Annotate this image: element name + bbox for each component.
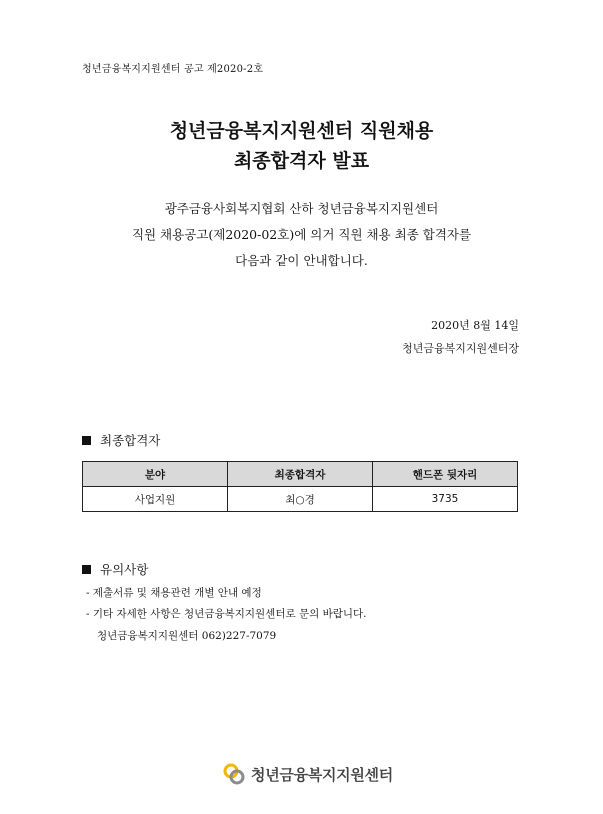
page-subtitle: 최종합격자 발표 xyxy=(233,150,370,172)
note-item: - 기타 자세한 사항은 청년금융복지지원센터로 문의 바랍니다. xyxy=(86,608,367,620)
cell-name: 최○경 xyxy=(228,487,373,512)
page-title: 청년금융복지지원센터 직원채용 xyxy=(169,120,434,142)
organization-logo-icon xyxy=(223,763,245,785)
cell-field: 사업지원 xyxy=(83,487,228,512)
notes-section-heading xyxy=(82,560,148,578)
notes-heading-text: 유의사항 xyxy=(100,562,149,577)
cell-phone-suffix: 3735 xyxy=(373,487,518,512)
square-bullet-icon xyxy=(82,436,91,445)
results-table xyxy=(82,461,518,512)
intro-line-3: 다음과 같이 안내합니다. xyxy=(235,253,368,268)
table-row xyxy=(83,487,518,512)
table-header-row xyxy=(83,462,518,487)
note-item: - 제출서류 및 채용관련 개별 안내 예정 xyxy=(86,587,262,599)
logo-text: 청년금융복지지원센터 xyxy=(251,765,393,784)
footer-logo xyxy=(223,763,393,785)
issuer-name: 청년금융복지지원센터장 xyxy=(402,342,519,355)
issue-date: 2020년 8월 14일 xyxy=(431,319,519,332)
results-heading-text: 최종합격자 xyxy=(100,433,161,448)
contact-info: 청년금융복지지원센터 062)227-7079 xyxy=(97,630,277,642)
notice-number: 청년금융복지지원센터 공고 제2020-2호 xyxy=(82,64,264,75)
intro-line-1: 광주금융사회복지협회 산하 청년금융복지지원센터 xyxy=(164,201,439,216)
results-section-heading xyxy=(82,431,160,449)
column-header-phone: 핸드폰 뒷자리 xyxy=(373,462,518,487)
intro-line-2: 직원 채용공고(제2020-02호)에 의거 직원 채용 최종 합격자를 xyxy=(131,227,472,242)
square-bullet-icon xyxy=(82,565,91,574)
column-header-field: 분야 xyxy=(83,462,228,487)
column-header-name: 최종합격자 xyxy=(228,462,373,487)
